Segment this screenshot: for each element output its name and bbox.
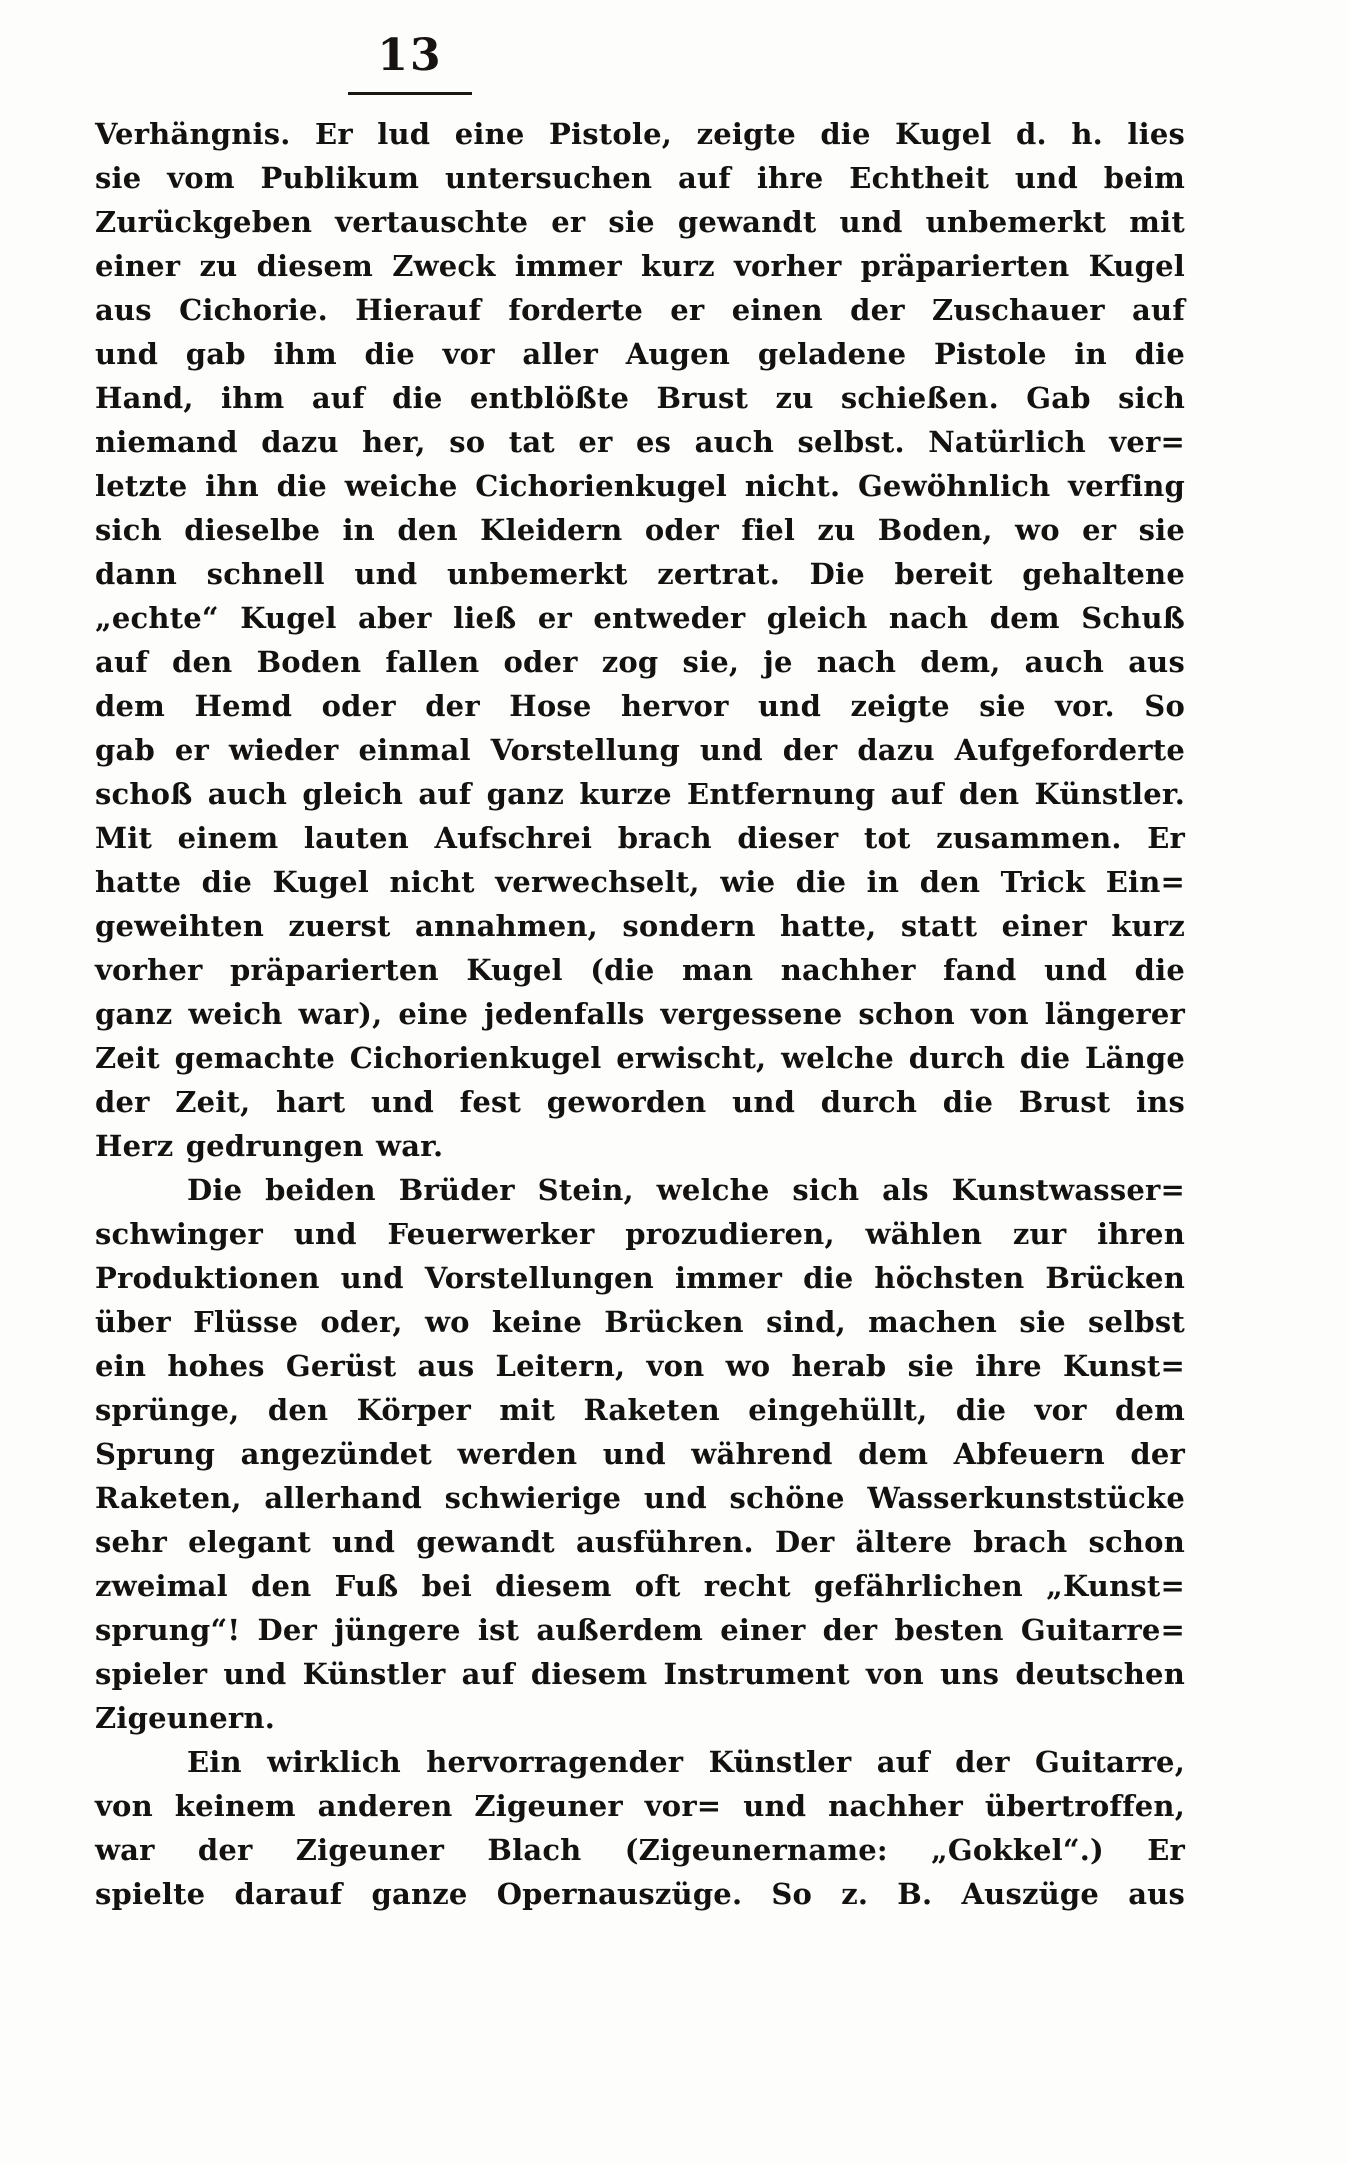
text-line: Herz gedrungen war. [95,1129,444,1163]
text-line: Zurückgeben vertauschte er sie gewandt und unbemerkt mit [95,205,1185,239]
text-line: „echte“ Kugel aber ließ er entweder gleich nach dem Schuß [95,601,1185,635]
text-line: von keinem anderen Zigeuner vor= und nachher übertroffen, [95,1789,1185,1823]
text-line: über Flüsse oder, wo keine Brücken sind, machen sie selbst [95,1305,1185,1339]
text-line: auf den Boden fallen oder zog sie, je nach dem, auch aus [95,645,1185,679]
text-line: Sprung angezündet werden und während dem Abfeuern der [95,1437,1185,1471]
text-line: Verhängnis. Er lud eine Pistole, zeigte die Kugel d. h. lies [95,117,1185,151]
text-line: sehr elegant und gewandt ausführen. Der ältere brach schon [95,1525,1185,1559]
text-line: sprung“! Der jüngere ist außerdem einer der besten Guitarre= [95,1613,1185,1647]
text-line: und gab ihm die vor aller Augen geladene Pistole in die [95,337,1185,371]
text-line: schoß auch gleich auf ganz kurze Entfernung auf den Künstler. [95,777,1185,811]
text-line: aus Cichorie. Hierauf forderte er einen der Zuschauer auf [95,293,1185,327]
text-line: niemand dazu her, so tat er es auch selbst. Natürlich ver= [95,425,1185,459]
text-line: sie vom Publikum untersuchen auf ihre Echtheit und beim [95,161,1185,195]
text-line: der Zeit, hart und fest geworden und durch die Brust ins [95,1085,1185,1119]
text-line: ein hohes Gerüst aus Leitern, von wo herab sie ihre Kunst= [95,1349,1185,1383]
text-line: schwinger und Feuerwerker prozudieren, wählen zur ihren [95,1217,1185,1251]
text-line: Zigeunern. [95,1701,275,1735]
text-line: zweimal den Fuß bei diesem oft recht gefährlichen „Kunst= [95,1569,1185,1603]
text-line: Produktionen und Vorstellungen immer die höchsten Brücken [95,1261,1185,1295]
text-line: sprünge, den Körper mit Raketen eingehüllt, die vor dem [95,1393,1185,1427]
text-line: Raketen, allerhand schwierige und schöne Wasserkunststücke [95,1481,1185,1515]
body-text [95,112,1185,1916]
text-line: einer zu diesem Zweck immer kurz vorher präparierten Kugel [95,249,1185,283]
text-line: ganz weich war), eine jedenfalls vergessene schon von längerer [95,997,1185,1031]
text-line: Zeit gemachte Cichorienkugel erwischt, welche durch die Länge [95,1041,1185,1075]
text-line: spieler und Künstler auf diesem Instrument von uns deutschen [95,1657,1185,1691]
text-line: hatte die Kugel nicht verwechselt, wie die in den Trick Ein= [95,865,1185,899]
text-line: Ein wirklich hervorragender Künstler auf der Guitarre, [187,1745,1185,1779]
text-line: war der Zigeuner Blach (Zigeunername: „Gokkel“.) Er [95,1833,1185,1867]
page-number-rule [348,92,472,95]
text-line: dann schnell und unbemerkt zertrat. Die bereit gehaltene [95,557,1185,591]
text-line: Hand, ihm auf die entblößte Brust zu schießen. Gab sich [95,381,1185,415]
text-line: vorher präparierten Kugel (die man nachher fand und die [95,953,1185,987]
page-number: 13 [377,30,443,81]
text-line: Mit einem lauten Aufschrei brach dieser tot zusammen. Er [95,821,1185,855]
text-line: spielte darauf ganze Opernauszüge. So z. B. Auszüge aus [95,1877,1185,1911]
text-line: dem Hemd oder der Hose hervor und zeigte sie vor. So [95,689,1185,723]
text-line: sich dieselbe in den Kleidern oder fiel zu Boden, wo er sie [95,513,1185,547]
text-line: geweihten zuerst annahmen, sondern hatte, statt einer kurz [95,909,1185,943]
text-line: Die beiden Brüder Stein, welche sich als Kunstwasser= [187,1173,1185,1207]
page-header [330,30,490,95]
text-line: gab er wieder einmal Vorstellung und der dazu Aufgeforderte [95,733,1185,767]
text-line: letzte ihn die weiche Cichorienkugel nicht. Gewöhnlich verfing [95,469,1185,503]
